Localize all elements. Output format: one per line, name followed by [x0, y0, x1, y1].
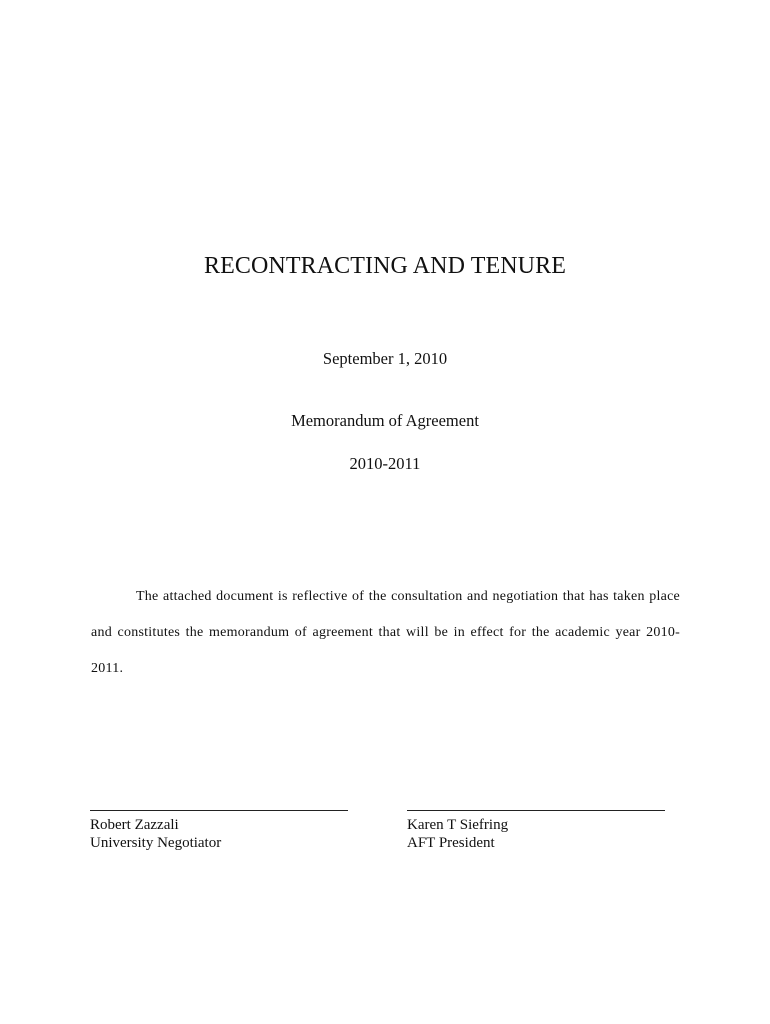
signature-block-left	[90, 810, 348, 852]
signer-name: Karen T Siefring	[407, 817, 509, 833]
signature-block-right	[407, 810, 665, 852]
body-paragraph: The attached document is reflective of the consultation and negotiation that has taken place and constitutes the memorandum of agreement that will be in effect for the academic year 2010-2011.	[91, 589, 680, 676]
signature-line	[407, 810, 665, 811]
academic-years: 2010-2011	[349, 454, 421, 473]
signer-name: Robert Zazzali	[90, 817, 179, 833]
memo-label: Memorandum of Agreement	[291, 411, 479, 430]
document-date: September 1, 2010	[322, 349, 448, 368]
signer-role: University Negotiator	[90, 835, 222, 851]
signer-role: AFT President	[407, 835, 495, 851]
signature-line	[90, 810, 348, 811]
document-title: RECONTRACTING AND TENURE	[204, 253, 566, 279]
